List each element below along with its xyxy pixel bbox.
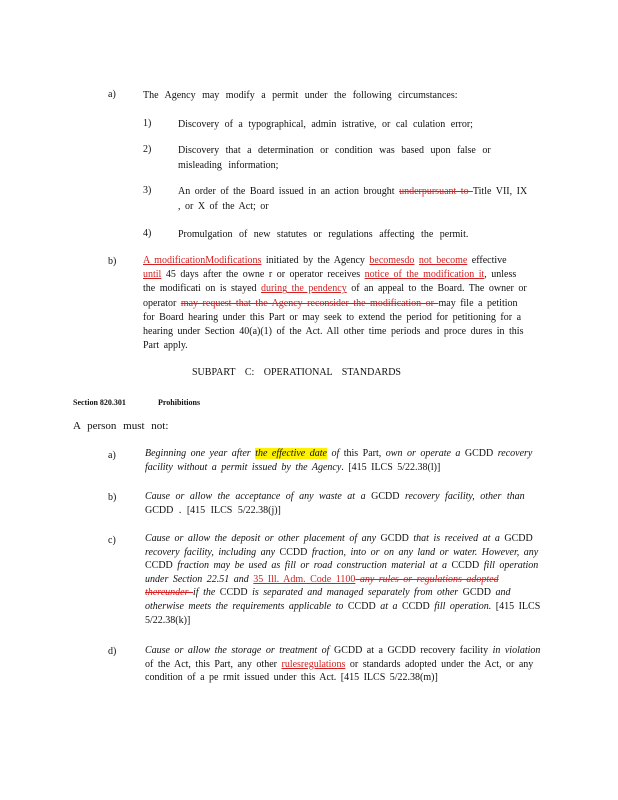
prohibition-label-a: a): [108, 450, 116, 461]
text-run: during the pendency: [261, 283, 347, 295]
text-run: may request that the Agency reconsider the modification or: [180, 297, 439, 309]
text-run: Cause or allow the storage or treatment of: [145, 645, 334, 656]
text-run: GCDD: [462, 587, 496, 599]
prohibition-label-c: c): [108, 535, 116, 546]
text-run: underpursuant to: [399, 186, 473, 197]
prohibition-label-b: b): [108, 492, 117, 503]
text-run: this Part,: [343, 448, 386, 459]
text-run: GCDD: [504, 533, 533, 544]
text-run: any rules or regulations adopted thereunder: [145, 573, 499, 599]
prohibition-text-b: [145, 490, 530, 517]
prohibition-text-d: [145, 644, 543, 685]
text-run: Cause or allow the deposit or other placement of any: [145, 533, 381, 544]
text-run: Beginning one year after: [145, 448, 256, 459]
text-run: CCDD: [347, 600, 381, 612]
text-run: or standards adopted under the Act, or any condition of a pe rmit issued under this Act. [415 ILCS 5/22.38(m)]: [145, 658, 534, 684]
item-text-2: Discovery that a determination or condition was based upon false or misleading information;: [178, 145, 491, 171]
item-text-1: Discovery of a typographical, admin istrative, or cal culation error;: [178, 119, 473, 130]
text-run: CCDD: [145, 560, 178, 572]
text-run: GCDD . [415 ILCS 5/22.38(j)]: [145, 504, 281, 516]
text-run: GCDD: [371, 491, 405, 502]
text-run: not become: [418, 255, 468, 266]
text-run: of: [326, 448, 344, 459]
text-run: is separated and managed separately from other: [252, 587, 463, 599]
text-run: GCDD at a GCDD recovery facility: [333, 645, 493, 656]
text-run: recovery facility, including any: [145, 546, 280, 558]
text-run: GCDD: [380, 533, 414, 544]
text-run: . [415 ILCS 5/22.38(l)]: [341, 461, 441, 473]
text-run: recovery facility without a permit issued by the Agency: [145, 448, 533, 473]
text-run: own or operate a: [385, 448, 465, 459]
text-run: fraction, into or on any land or water. However, any: [311, 546, 539, 558]
text-run: that is received at a: [413, 533, 505, 544]
prohibition-label-d: d): [108, 646, 117, 657]
text-run: at a: [380, 600, 402, 612]
item-text-3: [178, 184, 533, 214]
section-title: Prohibitions: [158, 398, 201, 407]
text-run: of an appeal to the Board. The owner or operator: [143, 283, 527, 309]
text-run: CCDD: [219, 587, 253, 599]
text-run: notice of the modification it: [364, 269, 485, 281]
lead-text: A person must not:: [73, 420, 169, 432]
text-run: CCDD: [451, 560, 484, 572]
item-text-4: Promulgation of new statutes or regulations affecting the permit.: [178, 229, 469, 240]
text-run: GCDD: [464, 448, 498, 459]
text-run: fraction may be used as fill or road construction material at a: [177, 560, 452, 572]
text-run: in violation: [492, 645, 541, 656]
text-run: fill operation.: [434, 600, 496, 612]
text-run: fill operation under Section 22.51 and: [145, 560, 539, 585]
item-number-1: 1): [143, 118, 152, 129]
text-run: 45 days after the owne r or operator receives: [161, 269, 365, 281]
item-number-4: 4): [143, 228, 152, 239]
intro-b-text: [143, 254, 528, 353]
text-run: 35 Ill. Adm. Code 1100: [253, 573, 356, 585]
text-run: the effective date: [255, 448, 327, 459]
text-run: becomesdo: [369, 255, 415, 266]
paragraph-label-b: b): [108, 256, 117, 267]
text-run: A modificationModifications: [143, 255, 262, 266]
text-run: CCDD: [401, 600, 435, 612]
text-run: An order of the Board issued in an action brought: [178, 186, 400, 197]
text-run: may file a petition for Board hearing under this Part or may seek to extend the period for petitioning for a hearing under Section 40(a)(1) of the Act. All other time periods and proce dures in this Part apply.: [143, 297, 524, 352]
text-run: of the Act, this Part, any other: [145, 658, 282, 670]
text-run: initiated by the Agency: [261, 255, 370, 266]
item-number-2: 2): [143, 144, 152, 155]
text-run: Cause or allow the acceptance of any waste at a: [145, 491, 372, 502]
text-run: CCDD: [279, 546, 312, 558]
text-run: until: [143, 269, 162, 281]
item-number-3: 3): [143, 185, 152, 196]
text-run: effective: [467, 255, 507, 266]
prohibition-text-c: [145, 532, 543, 627]
text-run: and otherwise meets the requirements applicable to: [145, 587, 511, 612]
intro-a-text: The Agency may modify a permit under the following circumstances:: [143, 90, 458, 101]
subpart-heading: SUBPART C: OPERATIONAL STANDARDS: [192, 367, 401, 378]
paragraph-label-a: a): [108, 89, 116, 100]
text-run: if the: [193, 587, 220, 599]
section-number: Section 820.301: [73, 398, 126, 407]
text-run: rulesregulations: [281, 658, 346, 670]
text-run: recovery facility, other than: [404, 491, 525, 502]
text-run: Title VII, IX , or X of the Act; or: [178, 186, 528, 212]
text-run: [415 ILCS 5/22.38(k)]: [145, 600, 541, 626]
prohibition-text-a: [145, 447, 540, 474]
text-run: , unless the modificati on is stayed: [143, 269, 517, 295]
